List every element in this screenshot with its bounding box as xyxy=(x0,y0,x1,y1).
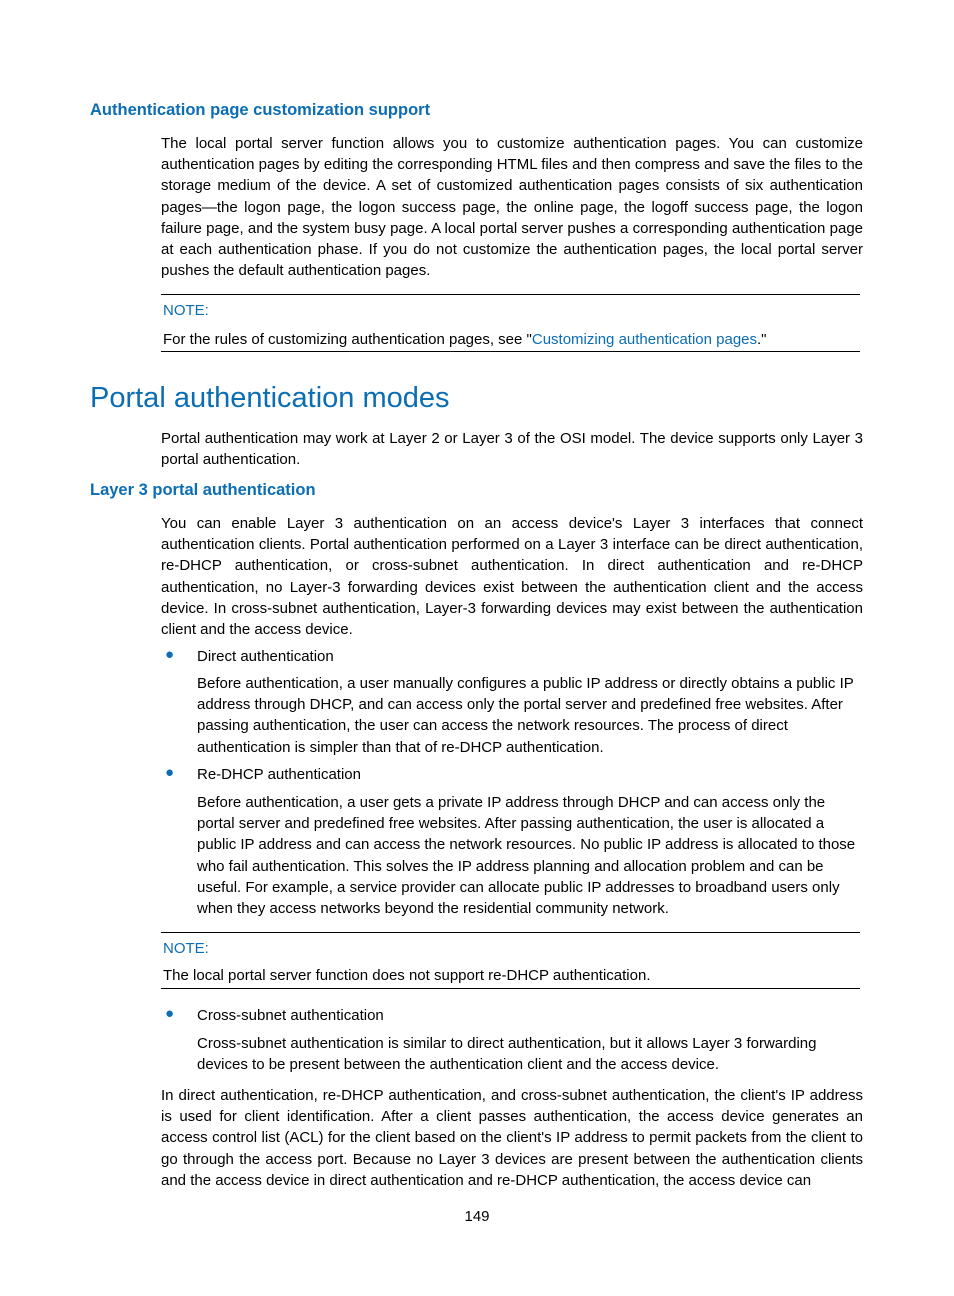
bullet-desc-redhcp: Before authentication, a user gets a private IP address through DHCP and can access only the portal server and predefined free websites. After passing authentication, the user is allocated a public IP address and can access the network resources. No public IP address is allocated to those who fail authentication. This solves the IP address planning and allocation problem and can be useful. For example, a service provider can allocate public IP addresses to broadband users only when they access networks beyond the residential community network. xyxy=(197,794,856,918)
note-bottom-rule xyxy=(161,351,860,352)
layer3-paragraph: You can enable Layer 3 authentication on an access device's Layer 3 interfaces that connect authentication clients. Portal authentication performed on a Layer 3 interface can be direct authentication, re-DHCP authentication, or cross-subnet authentication. In direct authentication and re-DHCP authentication, no Layer-3 forwarding devices exist between the authentication client and the access device. In cross-subnet authentication, Layer-3 forwarding devices may exist between the authentication client and the access device. xyxy=(161,515,863,639)
section-heading-layer3: Layer 3 portal authentication xyxy=(90,481,316,499)
bullet-icon: ● xyxy=(165,646,175,663)
closing-paragraph: In direct authentication, re-DHCP authentication, and cross-subnet authentication, the client's IP address is used for client identification. After a client passes authentication, the access device generates an access control list (ACL) for the client based on the client's IP address to permit packets from the client to go through the access port. Because no Layer 3 devices are present between the authentication clients and the access device in direct authentication and re-DHCP authentication, the access device can xyxy=(161,1087,863,1189)
note-text-suffix: ." xyxy=(757,331,767,348)
bullet-desc-direct: Before authentication, a user manually configures a public IP address or directly obtains a public IP address through DHCP, and can access only the portal server and predefined free websites. After passing authentication, the user can access the network resources. The process of direct authentication is simpler than that of re-DHCP authentication. xyxy=(197,675,854,756)
bullet-title-crosssubnet: Cross-subnet authentication xyxy=(197,1007,384,1024)
note-top-rule xyxy=(161,294,860,295)
note-text xyxy=(163,331,767,348)
bullet-desc-crosssubnet: Cross-subnet authentication is similar to direct authentication, but it allows Layer 3 forwarding devices to be present between the authentication client and the access device. xyxy=(197,1035,817,1074)
modes-intro: Portal authentication may work at Layer 2 or Layer 3 of the OSI model. The device supports only Layer 3 portal authentication. xyxy=(161,430,863,469)
bullet-icon: ● xyxy=(165,1005,175,1022)
note-top-rule xyxy=(161,932,860,933)
customization-paragraph: The local portal server function allows you to customize authentication pages. You can customize authentication pages by editing the corresponding HTML files and then compress and save the files to the storage medium of the device. A set of customized authentication pages consists of six authentication pages—the logon page, the logon success page, the online page, the logoff success page, the logon failure page, and the system busy page. A local portal server pushes a corresponding authentication page at each authentication phase. If you do not customize the authentication pages, the local portal server pushes the default authentication pages. xyxy=(161,135,863,280)
bullet-icon: ● xyxy=(165,764,175,781)
note-bottom-rule xyxy=(161,988,860,989)
section-heading-customization: Authentication page customization support xyxy=(90,101,431,119)
note-label: NOTE: xyxy=(163,302,209,319)
customizing-pages-link[interactable]: Customizing authentication pages xyxy=(531,331,758,348)
page-title: Portal authentication modes xyxy=(90,382,450,414)
bullet-title-redhcp: Re-DHCP authentication xyxy=(197,766,361,783)
bullet-title-direct: Direct authentication xyxy=(197,648,334,665)
page-number: 149 xyxy=(464,1208,490,1225)
note-label: NOTE: xyxy=(163,940,209,957)
note-text-prefix: For the rules of customizing authentication pages, see " xyxy=(163,331,532,348)
note-text: The local portal server function does not support re-DHCP authentication. xyxy=(163,967,651,984)
